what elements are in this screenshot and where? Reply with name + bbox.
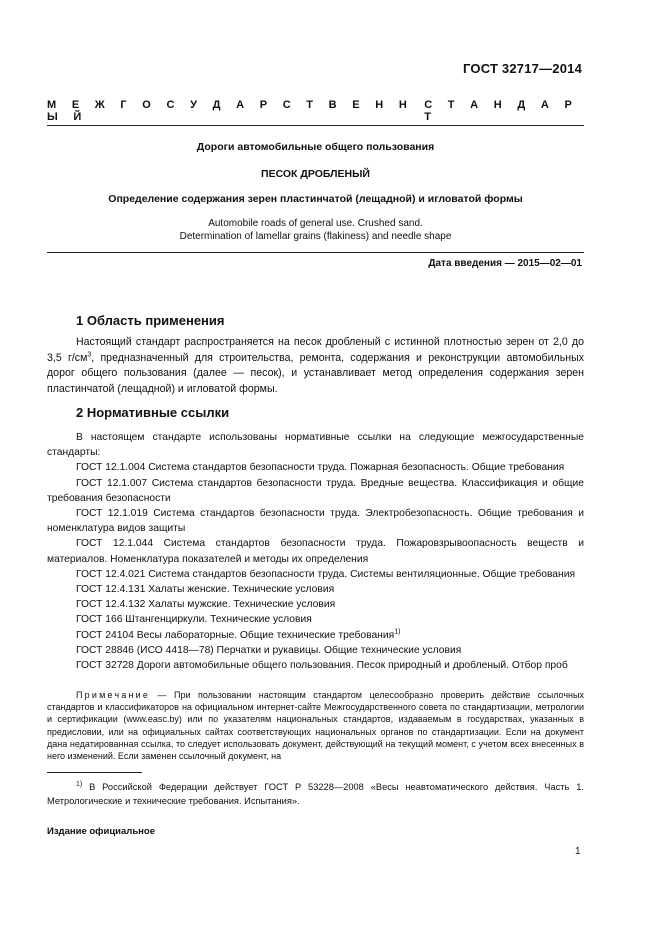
official-edition-label: Издание официальное: [47, 826, 155, 837]
footnote-mark: 1): [76, 780, 83, 788]
reference-24104-text: ГОСТ 24104 Весы лабораторные. Общие технические требования: [76, 629, 395, 641]
reference-item: ГОСТ 12.1.004 Система стандартов безопасности труда. Пожарная безопасность. Общие требования: [76, 462, 565, 474]
section-1-text-a: Настоящий стандарт распространяется на песок дробленый с истинной плотностью зерен от 2,0 до 3,5 г/см: [47, 336, 584, 364]
standard-word-standard: С Т А Н Д А Р Т: [424, 99, 579, 123]
note-paragraph: [47, 689, 584, 762]
section-1-sup: 3: [87, 350, 92, 358]
reference-item: ГОСТ 166 Штангенциркули. Технические условия: [76, 614, 312, 626]
title-line-3: Определение содержания зерен пластинчатой (лещадной) и игловатой формы: [108, 193, 523, 205]
reference-item: ГОСТ 28846 (ИСО 4418—78) Перчатки и рукавицы. Общие технические условия: [76, 644, 462, 656]
title-english-2: Determination of lamellar grains (flakiness) and needle shape: [179, 231, 452, 242]
gost-code: ГОСТ 32717—2014: [463, 61, 582, 76]
section-2-body: [47, 430, 584, 673]
reference-item: ГОСТ 12.1.044 Система стандартов безопасности труда. Пожаровзрывоопасность веществ и материалов. Номенклатура показателей и методы их определения: [47, 538, 584, 565]
footnote-separator: [47, 772, 142, 773]
reference-item: ГОСТ 12.1.019 Система стандартов безопасности труда. Электробезопасность. Общие требования и номенклатура видов защиты: [47, 508, 584, 535]
section-2-intro: В настоящем стандарте использованы нормативные ссылки на следующие межгосударственные стандарты:: [47, 432, 584, 459]
introduction-date: Дата введения — 2015—02—01: [428, 258, 582, 269]
title-line-2: ПЕСОК ДРОБЛЕНЫЙ: [261, 168, 370, 180]
footnote: [47, 780, 584, 808]
title-line-1: Дороги автомобильные общего пользования: [196, 141, 435, 153]
standard-type-heading: [47, 99, 584, 123]
reference-item: ГОСТ 12.4.132 Халаты мужские. Технические условия: [76, 599, 336, 611]
title-rule: [47, 252, 584, 253]
reference-item: ГОСТ 12.4.131 Халаты женские. Технические условия: [76, 584, 335, 596]
note-label: Примечание: [76, 690, 151, 700]
reference-item: ГОСТ 12.1.007 Система стандартов безопасности труда. Вредные вещества. Классификация и общие требования безопасности: [47, 477, 584, 504]
header-rule: [47, 125, 584, 126]
section-1-paragraph: [47, 335, 584, 397]
section-1-text-b: , предназначенный для строительства, ремонта, содержания и реконструкции автомобильных дорог общего пользования (далее — песок), и устанавливает метод определения содержания зерен пластинчатой (лещадной) и игловатой формы.: [47, 351, 584, 395]
footnote-text: В Российской Федерации действует ГОСТ Р 53228—2008 «Весы неавтоматического действия. Часть 1. Метрологические и технические требования. Испытания».: [47, 782, 584, 806]
reference-item: ГОСТ 32728 Дороги автомобильные общего пользования. Песок природный и дробленый. Отбор проб: [76, 660, 568, 672]
section-1-heading: 1 Область применения: [76, 313, 225, 328]
page-number: 1: [575, 846, 581, 857]
section-2-heading: 2 Нормативные ссылки: [76, 405, 230, 420]
footnote-ref-mark: 1): [394, 628, 401, 636]
title-english-1: Automobile roads of general use. Crushed sand.: [208, 218, 423, 229]
note-text: — При пользовании настоящим стандартом целесообразно проверить действие ссылочных стандартов и классификаторов на официальном интернет-сайте Межгосударственного совета по стандартизации, метрологии и сертификации (www.easc.by) или по указателям национальных стандартов, издаваемым в государствах, указанных в предисловии, или на официальных сайтах соответствующих национальных органов по стандартизации. Если на документ дана недатированная ссылка, то следует использовать документ, действующий на текущий момент, с учетом всех внесенных в него изменений. Если заменен ссылочный документ, на: [47, 690, 584, 762]
reference-item: ГОСТ 12.4.021 Система стандартов безопасности труда. Системы вентиляционные. Общие требования: [76, 568, 576, 580]
standard-word-interstate: М Е Ж Г О С У Д А Р С Т В Е Н Н Ы Й: [47, 99, 414, 123]
reference-item: [47, 628, 584, 643]
